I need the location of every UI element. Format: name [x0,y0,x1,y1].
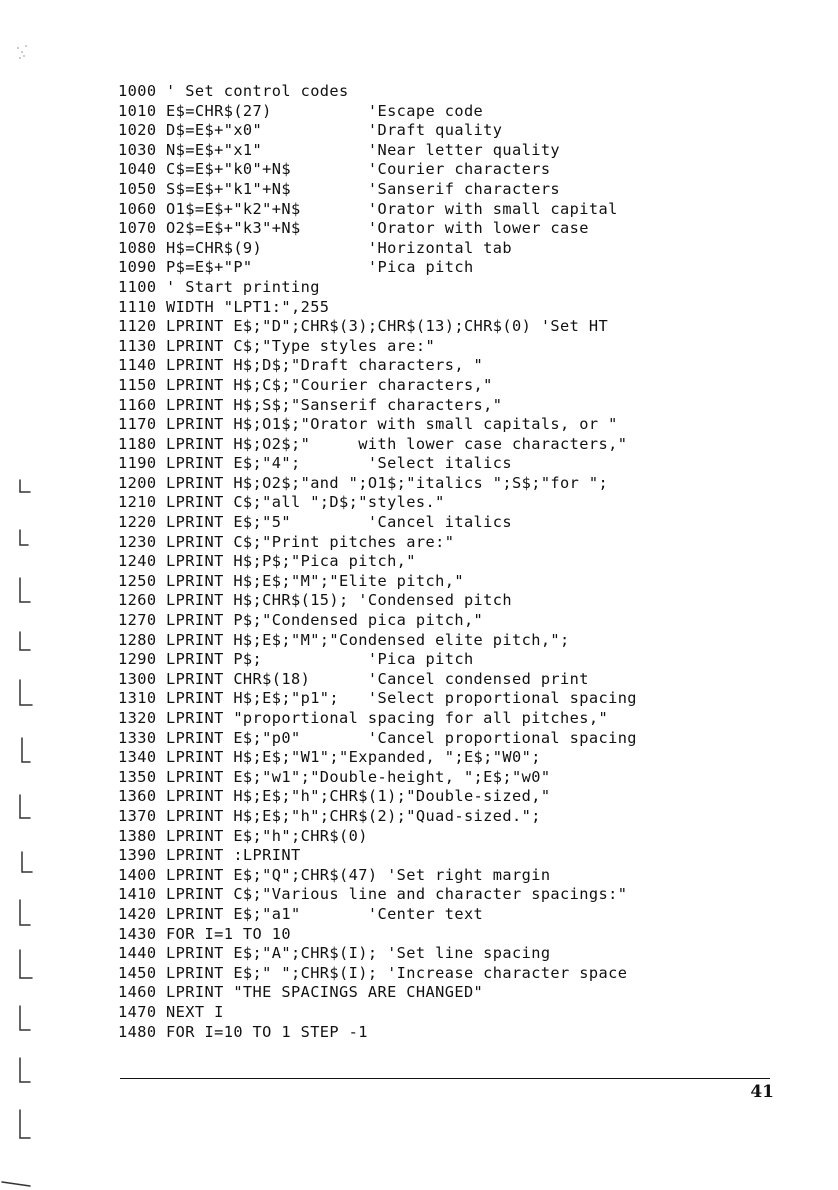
code-line: 1350 LPRINT E$;"w1";"Double-height, ";E$;"w0" [118,767,551,786]
code-line: 1170 LPRINT H$;O1$;"Orator with small capitals, or " [118,415,618,434]
code-line: 1450 LPRINT E$;" ";CHR$(I); 'Increase character space [118,963,628,982]
code-line: 1320 LPRINT "proportional spacing for all pitches," [118,709,609,727]
code-line: 1290 LPRINT P$; 'Pica pitch [118,650,474,669]
code-line: 1200 LPRINT H$;O2$;"and ";O1$;"italics ";S$;"for "; [118,473,609,492]
code-line: 1460 LPRINT "THE SPACINGS ARE CHANGED" [118,983,484,1002]
code-line: 1160 LPRINT H$;S$;"Sanserif characters," [118,395,503,414]
basic-code-listing [118,82,818,1042]
code-line: 1190 LPRINT E$;"4"; 'Select italics [118,454,512,473]
code-line: 1150 LPRINT H$;C$;"Courier characters," [118,375,493,394]
code-line: 1230 LPRINT C$;"Print pitches are:" [118,532,455,551]
code-line: 1250 LPRINT H$;E$;"M";"Elite pitch," [118,571,464,590]
code-line: 1100 ' Start printing [118,277,320,296]
code-line: 1330 LPRINT E$;"p0" 'Cancel proportional spacing [118,728,637,747]
code-line: 1000 ' Set control codes [118,82,349,100]
code-line: 1210 LPRINT C$;"all ";D$;"styles." [118,493,445,512]
code-line: 1220 LPRINT E$;"5" 'Cancel italics [118,513,512,532]
code-line: 1310 LPRINT H$;E$;"p1"; 'Select proportional spacing [118,689,637,708]
code-line: 1270 LPRINT P$;"Condensed pica pitch," [118,611,484,630]
code-line: 1340 LPRINT H$;E$;"W1";"Expanded, ";E$;"W0"; [118,748,541,767]
code-line: 1060 O1$=E$+"k2"+N$ 'Orator with small capital [118,199,618,218]
code-line: 1370 LPRINT H$;E$;"h";CHR$(2);"Quad-sized."; [118,806,541,825]
code-line: 1130 LPRINT C$;"Type styles are:" [118,336,436,355]
code-line: 1120 LPRINT E$;"D";CHR$(3);CHR$(13);CHR$(0) 'Set HT [118,317,609,336]
code-line: 1110 WIDTH "LPT1:",255 [118,297,330,316]
code-line: 1140 LPRINT H$;D$;"Draft characters, " [118,356,484,375]
binding-edge-marks [0,0,44,1190]
code-line: 1390 LPRINT :LPRINT [118,846,301,865]
code-line: 1480 FOR I=10 TO 1 STEP -1 [118,1022,368,1041]
code-line: 1010 E$=CHR$(27) 'Escape code [118,101,484,120]
code-line: 1260 LPRINT H$;CHR$(15); 'Condensed pitch [118,591,512,610]
code-line: 1030 N$=E$+"x1" 'Near letter quality [118,140,561,159]
code-line: 1070 O2$=E$+"k3"+N$ 'Orator with lower case [118,219,589,238]
code-line: 1430 FOR I=1 TO 10 [118,924,291,943]
code-line: 1420 LPRINT E$;"a1" 'Center text [118,904,484,923]
code-line: 1090 P$=E$+"P" 'Pica pitch [118,258,474,277]
page-number: 41 [750,1082,774,1102]
code-line: 1280 LPRINT H$;E$;"M";"Condensed elite pitch,"; [118,630,570,649]
code-line: 1300 LPRINT CHR$(18) 'Cancel condensed print [118,669,589,688]
code-line: 1440 LPRINT E$;"A";CHR$(I); 'Set line spacing [118,944,551,963]
footer-rule [120,1078,770,1079]
code-line: 1360 LPRINT H$;E$;"h";CHR$(1);"Double-sized," [118,787,551,806]
code-line: 1410 LPRINT C$;"Various line and character spacings:" [118,885,628,904]
code-line: 1240 LPRINT H$;P$;"Pica pitch," [118,552,416,571]
code-line: 1040 C$=E$+"k0"+N$ 'Courier characters [118,160,551,179]
code-line: 1180 LPRINT H$;O2$;" with lower case characters," [118,434,628,453]
code-line: 1020 D$=E$+"x0" 'Draft quality [118,121,503,140]
code-line: 1400 LPRINT E$;"Q";CHR$(47) 'Set right margin [118,865,551,884]
code-line: 1470 NEXT I [118,1002,224,1021]
code-line: 1080 H$=CHR$(9) 'Horizontal tab [118,238,512,257]
code-line: 1050 S$=E$+"k1"+N$ 'Sanserif characters [118,179,561,198]
code-line: 1380 LPRINT E$;"h";CHR$(0) [118,826,368,845]
